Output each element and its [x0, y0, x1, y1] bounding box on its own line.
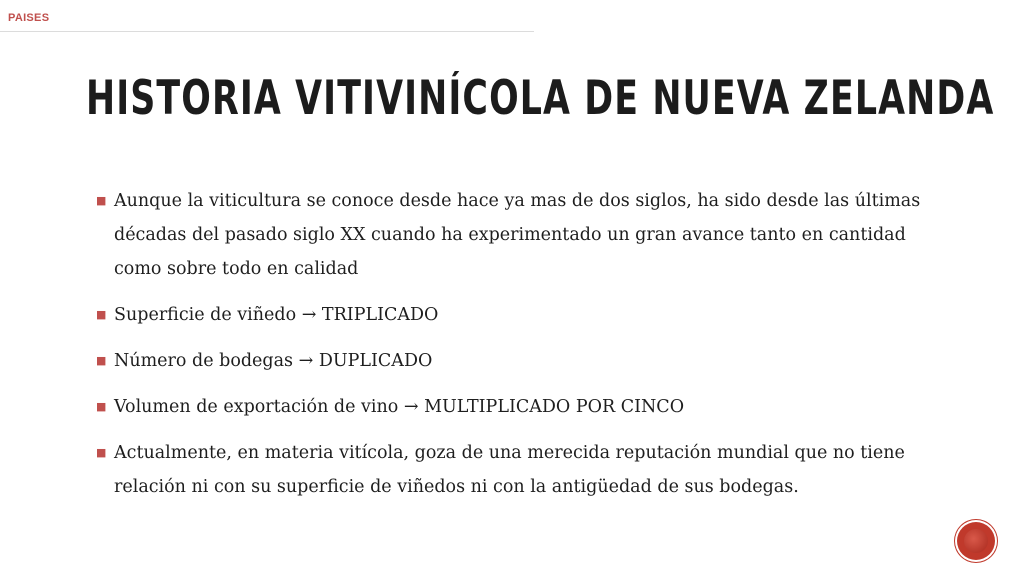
- header-divider: [0, 31, 534, 32]
- bullet-square-icon: ■: [96, 354, 107, 367]
- section-label: PAISES: [8, 12, 50, 24]
- bullet-text: Número de bodegas → DUPLICADO: [114, 351, 433, 371]
- bullet-item-history: [96, 184, 926, 286]
- bullet-text: Aunque la viticultura se conoce desde hace ya mas de dos siglos, ha sido desde las últimas décadas del pasado siglo XX cuando ha experimentado un gran avance tanto en cantidad como sobre todo en calidad: [114, 191, 921, 279]
- slide-title: HISTORIA VITIVINÍCOLA DE NUEVA ZELANDA: [86, 71, 995, 126]
- bullet-text: Actualmente, en materia vitícola, goza de una merecida reputación mundial que no tiene relación ni con su superficie de viñedos ni con la antigüedad de sus bodegas.: [114, 443, 905, 497]
- bullet-square-icon: ■: [96, 194, 107, 207]
- bullet-item-reputation: [96, 436, 926, 504]
- bullet-square-icon: ■: [96, 400, 107, 413]
- bullet-item-wineries: [96, 344, 926, 378]
- bullet-list: [96, 184, 926, 516]
- logo-badge-icon: [957, 522, 995, 560]
- bullet-text: Volumen de exportación de vino → MULTIPLICADO POR CINCO: [114, 397, 685, 417]
- bullet-text: Superficie de viñedo → TRIPLICADO: [114, 305, 439, 325]
- bullet-square-icon: ■: [96, 308, 107, 321]
- bullet-square-icon: ■: [96, 446, 107, 459]
- bullet-item-exports: [96, 390, 926, 424]
- bullet-item-vineyard-area: [96, 298, 926, 332]
